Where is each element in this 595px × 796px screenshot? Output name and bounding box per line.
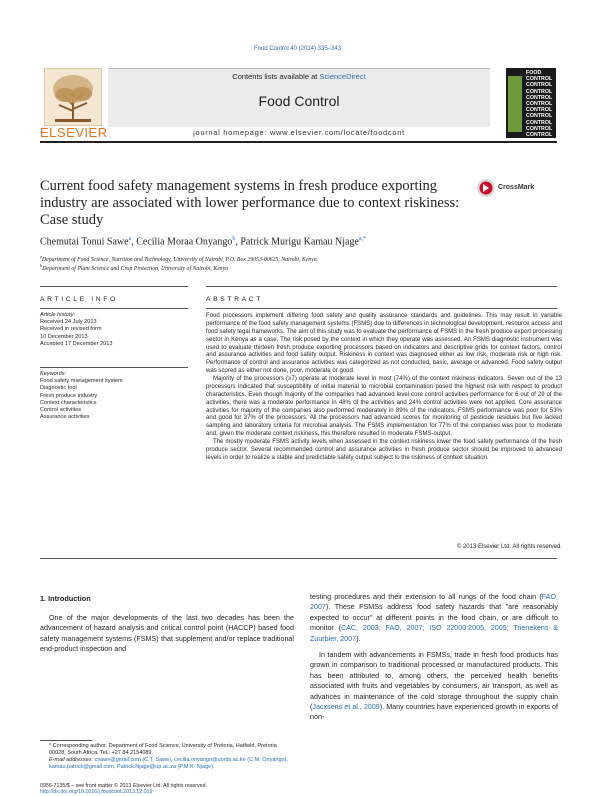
introduction-paragraph: One of the major developments of the last two decades has been the advancement of hazard analysis and critical control point (HACCP) based food safety management systems (FSMS) that supplement and/or replace traditional end-product inspection and bbox=[40, 614, 294, 654]
history-item: Received 24 July 2013 bbox=[40, 319, 97, 326]
cover-line: CONTROL bbox=[526, 113, 553, 120]
journal-name: Food Control bbox=[258, 93, 340, 109]
history-item: Received in revised form bbox=[40, 326, 102, 333]
footnotes bbox=[40, 743, 294, 771]
cover-line: CONTROL bbox=[526, 76, 553, 83]
abstract-paragraph: Food processors implement differing food safety and quality assurance standards and guidelines. This may result in variable performance of the food safety management systems (FSMS) due to differences in technological development, resource access and food safety legal frameworks. The aim of this study was to evaluate the performance of FSMS in the fresh produce export processing sector in Kenya as a case. The risk posed by the context in which they operate was assessed. An FSMS diagnostic instrument was used to evaluate thirteen fresh produce exporting processors based on indicators and descriptive grids for context factors, control and assurance activities and food safety output. Riskiness in context was diagnosed either as low risk, moderate risk or high risk. Performance of control and assurance activities was categorized as not conducted, basic, average or advanced. Food safety output was scored as either not done, poor, moderate or good. bbox=[206, 313, 562, 375]
cover-line: CONTROL bbox=[526, 101, 553, 108]
abstract-paragraph: The mostly moderate FSMS activity levels when assessed in the context riskiness lower the food safety performance of the fresh produce sector. Several recommended control and assurance activities in fresh produce sector should be improved to advanced levels in order to realize a stable and predictable safety output subject to the riskiness of context situation. bbox=[206, 439, 562, 461]
abstract-top-rule bbox=[206, 286, 557, 287]
cover-line: CONTROL bbox=[526, 119, 553, 126]
article-history bbox=[40, 312, 188, 348]
body-text: ). These FSMSs address food safety hazards that "are reasonably expected to occur" at different points in the food chain, or are difficult to monitor ( bbox=[310, 603, 558, 633]
citation-link[interactable]: CAC, 2003; FAO, 2007; ISO 22000:2005, 2005; Trienekens & Zuurbier, 2007 bbox=[310, 624, 558, 643]
journal-citation[interactable]: Food Control 40 (2014) 335–343 bbox=[253, 46, 342, 52]
author-name[interactable]: Chemutai Tonui Sawe bbox=[40, 236, 129, 248]
cover-line: CONTROL bbox=[526, 94, 553, 101]
affiliation-mark: b bbox=[40, 263, 43, 268]
cover-line: CONTROL bbox=[526, 82, 553, 89]
abstract-heading: ABSTRACT bbox=[206, 296, 264, 303]
author-affiliation-mark[interactable]: b bbox=[232, 236, 236, 242]
keyword-item: Food safety management system bbox=[40, 378, 123, 385]
cover-title-lines bbox=[526, 70, 555, 138]
keyword-item: Diagnostic tool bbox=[40, 385, 77, 392]
elsevier-logo bbox=[40, 68, 108, 140]
abstract-paragraph: Majority of the processors (≥7) operate at moderate level in most (74%) of the context riskiness indicators. Seven out of the 13 processors indicated that susceptibility of initial material to microbial contamination posed the highest risk with respect to product characteristics. Even though majority of the companies had advanced level core control activities performance for 6 out of 29 of the activities, there was a moderate performance in 48% of the activities and 24% control activities were not applied. Core assurance activities for majority of the companies also performed moderately in 89% of the indicators. FSMS performance was poor for 53% and good for 37% of the processors. All the processors had advanced scores for monitoring of pesticide residues but five lacked sampling and laboratory criteria for microbial analysis. The FSMS implementation for 77% of the companies was poor to moderate and, given the moderate context riskiness, this therefore resulted in moderate FSMS-output. bbox=[206, 376, 562, 438]
author-name[interactable]: Cecilia Moraa Onyango bbox=[136, 236, 233, 248]
email-label: E-mail addresses: bbox=[49, 757, 94, 763]
citation-link[interactable]: Jacxsens et al., 2009 bbox=[312, 703, 380, 712]
keyword-item: Context characteristics bbox=[40, 399, 97, 406]
author-name[interactable]: Patrick Murigu Kamau Njage bbox=[240, 236, 359, 248]
cover-accent bbox=[508, 76, 522, 132]
crossmark-icon bbox=[476, 178, 496, 198]
sciencedirect-link[interactable]: ScienceDirect bbox=[319, 72, 366, 81]
abstract-body bbox=[206, 313, 562, 463]
publisher-name: ELSEVIER bbox=[40, 125, 108, 140]
contents-line bbox=[108, 72, 490, 81]
history-label: Article history: bbox=[40, 312, 76, 318]
crossmark-badge[interactable] bbox=[476, 178, 556, 200]
body-text: ). bbox=[356, 634, 361, 643]
cover-line: CONTROL bbox=[526, 88, 553, 95]
elsevier-tree-icon bbox=[44, 68, 102, 126]
citation-link[interactable]: FAO, 2007 bbox=[310, 593, 558, 612]
keywords-rule bbox=[40, 367, 188, 368]
keywords-label: Keywords: bbox=[40, 371, 67, 377]
footnote-rule bbox=[40, 740, 92, 741]
abstract-bottom-rule bbox=[40, 558, 557, 559]
body-text: ). Many countries have experienced growth in exports of non- bbox=[310, 703, 558, 722]
cover-line: CONTROL bbox=[526, 125, 553, 132]
article-info-heading: ARTICLE INFO bbox=[40, 296, 118, 303]
author-separator: , bbox=[235, 236, 241, 248]
introduction-heading: 1. Introduction bbox=[40, 594, 91, 603]
affiliation bbox=[40, 263, 550, 272]
author-separator: , bbox=[131, 236, 137, 248]
doi-link[interactable]: http://dx.doi.org/10.1016/j.foodcont.2013.12.019 bbox=[40, 789, 153, 796]
affiliation-text: Department of Food Science, Nutrition and Technology, University of Nairobi, P.O. Box 29053-00625, Nairobi, Kenya bbox=[42, 256, 317, 263]
crossmark-label: CrossMark bbox=[498, 184, 535, 191]
body-paragraph bbox=[310, 650, 558, 723]
body-paragraph bbox=[310, 592, 558, 644]
contents-prefix: Contents lists available at bbox=[232, 72, 320, 81]
author-list bbox=[40, 236, 550, 247]
affiliation-mark: a bbox=[40, 254, 42, 259]
author-affiliation-mark[interactable]: a bbox=[128, 236, 132, 242]
cover-line: CONTROL bbox=[526, 107, 553, 114]
body-text: In tandem with advancements in FSMSs, trade in fresh food products has grown in comparison to traditional processed or manufactured products. This has been attributed to, among others, the perceived health benefits associated with fruits and vegetables by consumers, air transport, as well as advances in maintenance of the cold storage throughout the supply chain ( bbox=[310, 651, 558, 712]
corresponding-author-note: * Corresponding author. Department of Food Science, University of Pretoria, Hatfield, Pretoria 00028, South Africa. Tel.: +27 84 2154089. bbox=[49, 743, 277, 756]
article-info-heading-rule bbox=[40, 308, 188, 309]
keyword-item: Fresh produce industry bbox=[40, 392, 98, 399]
history-item: 10 December 2013 bbox=[40, 333, 88, 340]
abstract-copyright: © 2013 Elsevier Ltd. All rights reserved. bbox=[456, 544, 562, 550]
cover-line: CONTROL bbox=[526, 132, 553, 138]
email-note bbox=[40, 757, 294, 771]
keyword-item: Control activities bbox=[40, 407, 82, 414]
email-addresses[interactable]: csawe@gmail.com (C.T. Sawe), cecilia.onyango@uonbi.ac.ke (C.M. Onyango), kamau.patrick@gmail.com, Patrick.Njage@up.ac.za (P.M.K. Njage). bbox=[49, 757, 288, 770]
journal-homepage bbox=[108, 128, 490, 137]
body-text: testing procedures and their extension to all rungs of the food chain ( bbox=[310, 593, 542, 601]
journal-header-box bbox=[108, 68, 490, 127]
affiliation bbox=[40, 254, 550, 263]
article-info-top-rule bbox=[40, 286, 188, 287]
journal-url-link[interactable]: www.elsevier.com/locate/foodcont bbox=[269, 128, 405, 137]
header-divider bbox=[40, 141, 557, 143]
issn-line: 0956-7135/$ – see front matter © 2013 Elsevier Ltd. All rights reserved. bbox=[40, 783, 208, 789]
journal-url-prefix: journal homepage: bbox=[193, 128, 270, 137]
keyword-item: Assurance activities bbox=[40, 414, 90, 421]
article-title: Current food safety management systems in fresh produce exporting industry are associated with lower performance due to context riskiness: Case study bbox=[40, 178, 460, 228]
keywords-list bbox=[40, 371, 188, 421]
right-column-text bbox=[310, 592, 558, 723]
author-affiliation-mark[interactable]: a,* bbox=[358, 236, 367, 242]
journal-cover-image[interactable] bbox=[506, 68, 556, 138]
cover-line: FOOD bbox=[526, 70, 542, 76]
affiliation-text: Department of Plant Science and Crop Protection, University of Nairobi, Kenya bbox=[42, 265, 229, 272]
abstract-heading-rule bbox=[206, 308, 557, 309]
history-item: Accepted 17 December 2013 bbox=[40, 340, 113, 347]
